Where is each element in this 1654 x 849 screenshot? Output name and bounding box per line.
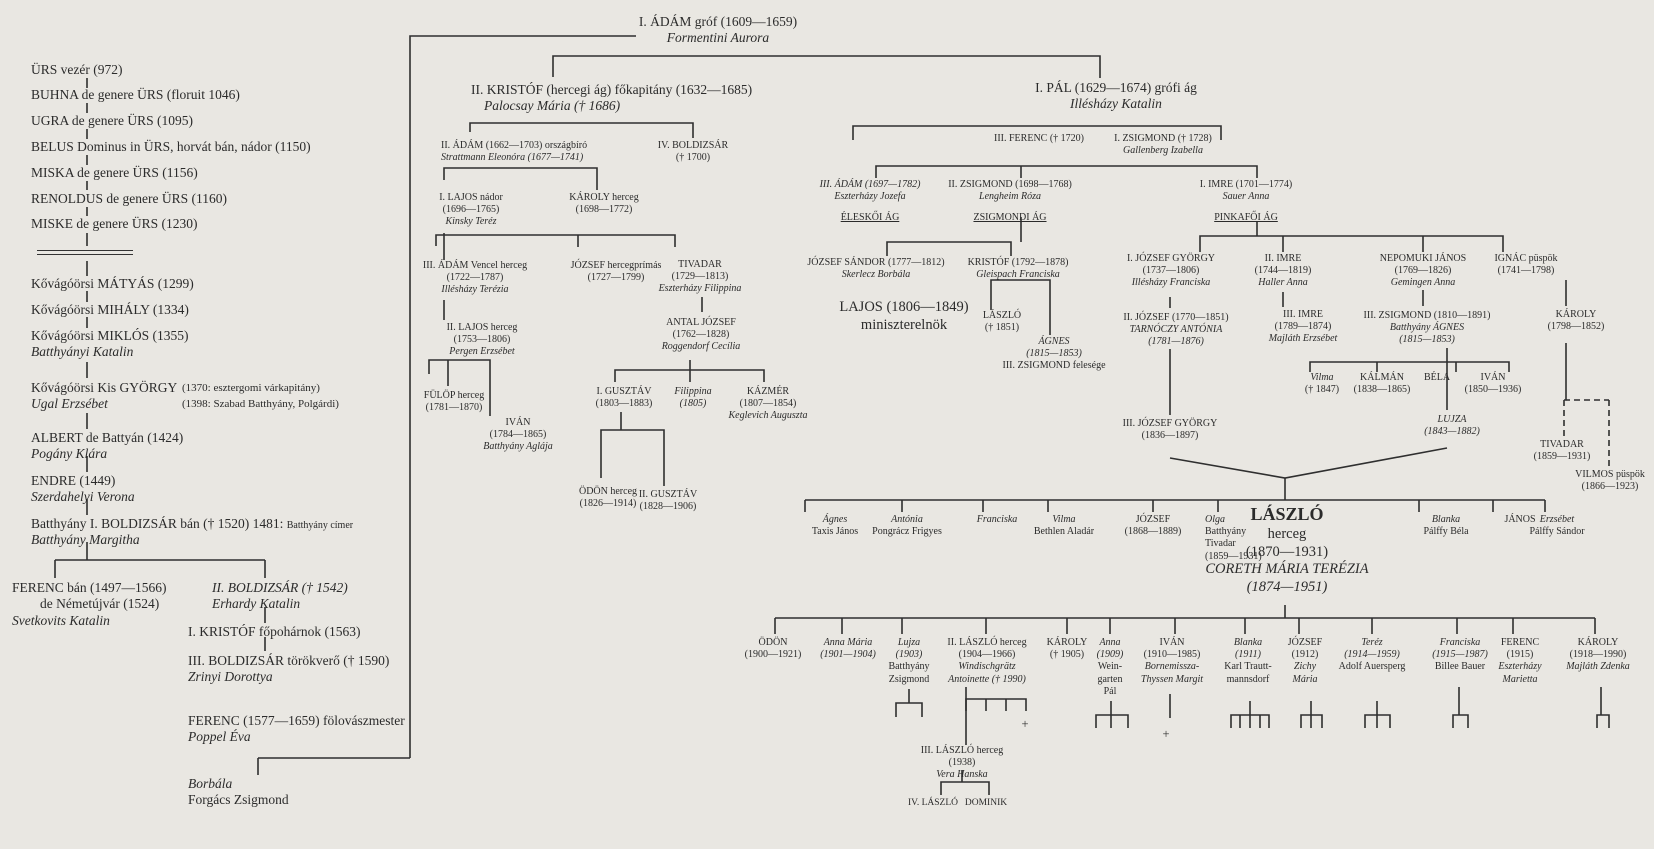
ignac-dates: (1741—1798) (1497, 265, 1555, 277)
antal-name: ANTAL JÓZSEF (666, 317, 736, 328)
ferenc-ban-name: FERENC bán (1497—1566) (12, 580, 167, 595)
imre-2-dates: (1744—1819) (1254, 265, 1312, 277)
jozsef-2-spouse-dates: (1781—1876) (1148, 336, 1204, 348)
node-jozsef-4 (1288, 637, 1322, 686)
node-filippina (674, 386, 711, 410)
adam-3b-spouse: Eszterházy Jozefa (834, 191, 906, 203)
laszlo-main-dates: (1870—1931) (1245, 543, 1329, 560)
miklos-name: Kővágóörsi MIKLÓS (1355) (31, 328, 189, 343)
karoly-4-dates: (1918—1990) (1569, 649, 1627, 661)
node-lajos-miniszterelnok (839, 299, 968, 334)
node-gusztav-2 (639, 489, 697, 513)
franciska-2-dates: (1915—1987) (1432, 649, 1488, 661)
node-jozsef-gyorgy-1 (1127, 253, 1215, 290)
laszlo-2-spouse-1: Windischgrätz (958, 661, 1016, 673)
node-laszlo-herceg-main (1205, 504, 1368, 597)
node-kristof-2 (471, 82, 752, 115)
node-agnes-2 (812, 514, 858, 538)
node-boldizsar-3 (188, 653, 389, 686)
node-zsigmond-2 (948, 179, 1072, 225)
olga-spouse-1: Batthyány (1205, 526, 1247, 538)
node-gusztav-1 (596, 386, 653, 410)
blanka-1-name: Blanka (1431, 514, 1461, 525)
node-ferenc-3: III. FERENC († 1720) (994, 133, 1084, 144)
karoly-herceg-name: KÁROLY herceg (569, 192, 639, 203)
anna-spouse-1: Wein- (1097, 661, 1123, 673)
endre-spouse: Szerdahelyi Verona (31, 489, 135, 505)
jozsef-sandor-name: JÓZSEF SÁNDOR (1777—1812) (807, 257, 945, 268)
zsigmond-3-spouse-dates: (1815—1853) (1399, 334, 1455, 346)
tivadar-2-dates: (1859—1931) (1533, 451, 1591, 463)
jozsef-gy1-name: I. JÓZSEF GYÖRGY (1126, 253, 1216, 264)
node-gyorgy (31, 380, 177, 413)
lujza-2-spouse-2: Zsigmond (888, 673, 930, 685)
ferenc-4-spouse-2: Marietta (1502, 673, 1538, 685)
jozsef-3-dates: (1868—1889) (1124, 526, 1182, 538)
jozsef-gy3-dates: (1836—1897) (1141, 430, 1199, 442)
blanka-2-spouse-2: mannsdorf (1226, 673, 1270, 685)
vilmos-name: VILMOS püspök (1575, 469, 1645, 480)
jozsef-4-spouse-1: Zichy (1293, 661, 1317, 673)
terez-spouse: Adolf Auersperg (1338, 661, 1406, 673)
gusztav-1-dates: (1803—1883) (595, 398, 653, 410)
jozsef-3-name: JÓZSEF (1135, 514, 1171, 525)
node-ignac (1494, 253, 1557, 277)
anna-maria-dates: (1901—1904) (820, 649, 876, 661)
adam-grof-spouse: Formentini Aurora (666, 30, 770, 46)
laszlo-1-name: LÁSZLÓ (982, 310, 1022, 321)
node-erzsebet (1529, 514, 1584, 538)
node-zsigmond-3 (1364, 310, 1491, 347)
anna-spouse-3: Pál (1103, 685, 1117, 697)
node-ivan-2 (1465, 372, 1522, 396)
jozsef-sandor-spouse: Skerlecz Borbála (841, 269, 911, 281)
odon-herceg-name: ÖDÖN herceg (578, 486, 638, 497)
olga-spouse-dates: (1859—1931) (1205, 550, 1262, 562)
node-laszlo-2 (947, 637, 1026, 686)
node-ferenc-fo (188, 713, 405, 746)
node-buhna: BUHNA de genere ÜRS (floruit 1046) (31, 87, 240, 102)
lujza-2-name: Lujza (897, 637, 921, 648)
label-zsigmondi-ag: ZSIGMONDI ÁG (973, 212, 1047, 224)
imre-1-name: I. IMRE (1701—1774) (1199, 179, 1293, 190)
kazmer-name: KÁZMÉR (746, 386, 790, 397)
vilma-2-name: Vilma (1052, 514, 1076, 525)
ivan-2-name: IVÁN (1480, 372, 1506, 383)
imre-2-name: II. IMRE (1264, 253, 1302, 264)
boldizsar-1-spouse: Batthyány Margitha (31, 532, 140, 548)
jozsef-gy3-name: III. JÓZSEF GYÖRGY (1122, 418, 1218, 429)
vilmos-dates: (1866—1923) (1581, 481, 1639, 493)
adam-3b-name: III. ÁDÁM (1697—1782) (819, 179, 921, 190)
laszlo-1-dates: († 1851) (984, 322, 1020, 334)
antonia-spouse: Pongrácz Frigyes (872, 526, 942, 538)
franciska-1-name: Franciska (976, 514, 1018, 525)
boldizsar-2-spouse: Erhardy Katalin (212, 596, 301, 612)
tivadar-1-spouse: Eszterházy Filippina (658, 283, 742, 295)
adam-3-dates: (1722—1787) (446, 272, 504, 284)
gyorgy-note-1: (1370: esztergomi várkapitány) (182, 382, 320, 394)
label-eleskoi-ag: ÉLESKŐI ÁG (840, 212, 900, 224)
lajos-2-name: II. LAJOS herceg (446, 322, 518, 333)
tivadar-1-dates: (1729—1813) (671, 271, 729, 283)
laszlo-2-spouse-2: Antoinette († 1990) (948, 673, 1026, 685)
laszlo-main-name: LÁSZLÓ (1250, 504, 1324, 524)
boldizsar-2-name: II. BOLDIZSÁR († 1542) (212, 580, 348, 595)
terez-name: Teréz (1361, 637, 1383, 648)
blanka-1-spouse: Pálffy Béla (1423, 526, 1469, 538)
kristof-3-spouse: Gleispach Franciska (976, 269, 1060, 281)
gusztav-2-dates: (1828—1906) (639, 501, 697, 513)
filippina-name: Filippina (674, 386, 712, 397)
node-antonia (872, 514, 942, 538)
node-karoly-herceg (569, 192, 638, 216)
olga-name: Olga (1205, 514, 1225, 525)
node-blanka-1 (1423, 514, 1468, 538)
nepomuki-spouse: Gemingen Anna (1390, 277, 1456, 289)
antal-dates: (1762—1828) (672, 329, 730, 341)
erzsebet-spouse: Pálffy Sándor (1529, 526, 1585, 538)
node-terez (1339, 637, 1406, 674)
node-odon-herceg (579, 486, 637, 510)
laszlo-2-name: II. LÁSZLÓ herceg (947, 637, 1027, 648)
imre-2-spouse: Haller Anna (1258, 277, 1308, 289)
ferenc-4-name: FERENC (1500, 637, 1540, 648)
node-boldizsar-2 (212, 580, 348, 613)
albert-spouse: Pogány Klára (31, 446, 108, 462)
jozsef-gy1-dates: (1737—1806) (1142, 265, 1200, 277)
node-adam-grof (639, 14, 797, 47)
ivan-1-dates: (1784—1865) (489, 429, 547, 441)
zsigmond-1-name: I. ZSIGMOND († 1728) (1114, 133, 1212, 144)
ivan-1-name: IVÁN (505, 417, 531, 428)
node-kristof-3 (968, 257, 1069, 281)
karoly-4-spouse: Majláth Zdenka (1566, 661, 1630, 673)
lujza-1-name: LUJZA (1437, 414, 1467, 425)
ivan-2-dates: (1850—1936) (1464, 384, 1522, 396)
laszlo-3-spouse: Vera Hanska (936, 769, 988, 781)
node-lajos-1 (439, 192, 503, 229)
node-ugra: UGRA de genere ÜRS (1095) (31, 113, 193, 128)
ferenc-fo-spouse: Poppel Éva (188, 729, 251, 745)
node-laszlo-3 (921, 745, 1003, 782)
odon-name: ÖDÖN (758, 637, 788, 648)
vilma-1-name: Vilma (1310, 372, 1334, 383)
node-laszlo-4: IV. LÁSZLÓ (908, 798, 958, 808)
fulop-dates: (1781—1870) (425, 402, 483, 414)
node-ferenc-4 (1498, 637, 1541, 686)
node-zsigmond-1 (1114, 133, 1212, 157)
boldizsar-3-name: III. BOLDIZSÁR törökverő († 1590) (188, 653, 390, 668)
karoly-4-name: KÁROLY (1577, 637, 1619, 648)
node-imre-2 (1255, 253, 1312, 290)
blanka-2-spouse-1: Karl Trautt- (1224, 661, 1272, 673)
node-blanka-2 (1224, 637, 1272, 686)
gusztav-1-name: I. GUSZTÁV (596, 386, 652, 397)
plus-marker-2: + (1162, 727, 1170, 741)
pal-name: I. PÁL (1629—1674) grófi ág (1035, 80, 1197, 95)
node-lujza-2 (888, 637, 929, 686)
node-adam-2 (441, 140, 587, 164)
gusztav-2-name: II. GUSZTÁV (638, 489, 698, 500)
node-dominik: DOMINIK (964, 798, 1008, 808)
tivadar-2-name: TIVADAR (1540, 439, 1584, 450)
jozsef-4-dates: (1912) (1291, 649, 1319, 661)
node-laszlo-1 (983, 310, 1021, 334)
miklos-spouse: Batthyányi Katalin (31, 344, 134, 360)
lujza-2-spouse-1: Batthyány (888, 661, 930, 673)
node-pal (1035, 80, 1197, 113)
laszlo-3-dates: (1938) (948, 757, 976, 769)
karoly-3-dates: († 1905) (1049, 649, 1085, 661)
node-jozsef-gyorgy-3 (1123, 418, 1218, 442)
ferenc-4-spouse-1: Eszterházy (1498, 661, 1542, 673)
borbala-name: Borbála (188, 776, 233, 791)
antal-spouse: Roggendorf Cecília (661, 341, 741, 353)
gyorgy-note-2: (1398: Szabad Batthyány, Polgárdi) (182, 398, 339, 410)
node-adam-3 (423, 260, 527, 297)
erzsebet-name: Erzsébet (1539, 514, 1575, 525)
node-nepomuki-janos (1380, 253, 1466, 290)
node-anna (1097, 637, 1124, 698)
zsigmond-3-spouse: Batthyány ÁGNES (1389, 322, 1465, 334)
lajos-1-dates: (1696—1765) (442, 204, 500, 216)
agnes-1-name: ÁGNES (1038, 336, 1070, 347)
blanka-2-dates: (1911) (1235, 649, 1261, 661)
lajos-mp-name: LAJOS (1806—1849) (839, 299, 969, 315)
laszlo-main-spouse: CORETH MÁRIA TERÉZIA (1205, 561, 1369, 578)
node-imre-1 (1200, 179, 1293, 225)
lajos-1-name: I. LAJOS nádor (439, 192, 503, 203)
node-belus: BELUS Dominus in ÜRS, horvát bán, nádor (1150) (31, 139, 311, 154)
node-ferenc-ban (12, 580, 167, 629)
adam-3-name: III. ÁDÁM Vencel herceg (422, 260, 528, 271)
antonia-name: Antónia (891, 514, 923, 525)
kazmer-dates: (1807—1854) (739, 398, 797, 410)
jozsef-2-spouse: TARNÓCZY ANTÓNIA (1129, 324, 1223, 336)
karoly-herceg-dates: (1698—1772) (575, 204, 633, 216)
lajos-mp-title: miniszterelnök (860, 316, 948, 333)
boldizsar-4-name: IV. BOLDIZSÁR (657, 140, 729, 151)
adam-grof-name: I. ÁDÁM gróf (1609—1659) (638, 14, 798, 29)
node-fulop (424, 390, 484, 414)
kristof-2-name: II. KRISTÓF (hercegi ág) főkapitány (1632—1685) (471, 82, 753, 97)
boldizsar-4-dates: († 1700) (675, 152, 711, 164)
laszlo-main-spouse-dates: (1874—1951) (1246, 579, 1328, 596)
node-borbala (188, 776, 289, 809)
lajos-1-spouse: Kinsky Teréz (445, 216, 497, 228)
node-franciska-1 (977, 514, 1018, 526)
karoly-2-name: KÁROLY (1555, 309, 1597, 320)
node-boldizsar-1 (31, 516, 353, 549)
node-matyas: Kővágóörsi MÁTYÁS (1299) (31, 276, 194, 291)
vilma-2-spouse: Bethlen Aladár (1033, 526, 1095, 538)
node-ivan-1 (483, 417, 553, 454)
laszlo-2-dates: (1904—1966) (958, 649, 1016, 661)
adam-2-spouse: Strattmann Eleonóra (1677—1741) (441, 152, 584, 164)
node-agnes-1 (1002, 336, 1105, 373)
node-jozsef-sandor (807, 257, 944, 281)
jozsef-2-name: II. JÓZSEF (1770—1851) (1123, 312, 1229, 323)
karoly-3-name: KÁROLY (1046, 637, 1088, 648)
ignac-name: IGNÁC püspök (1494, 253, 1558, 264)
olga-spouse-2: Tivadar (1205, 538, 1236, 550)
pal-spouse: Illésházy Katalin (1070, 96, 1162, 112)
boldizsar-1-line (31, 516, 353, 532)
gyorgy-name: Kővágóörsi Kis GYÖRGY (31, 380, 178, 395)
node-franciska-2 (1432, 637, 1488, 674)
imre-3-dates: (1789—1874) (1274, 321, 1332, 333)
boldizsar-1-note: Batthyány címer (286, 520, 354, 531)
node-karoly-4 (1566, 637, 1630, 674)
ferenc-ban-spouse: Svetkovits Katalin (12, 612, 110, 628)
odon-herceg-dates: (1826—1914) (579, 498, 637, 510)
node-miska: MISKA de genere ÜRS (1156) (31, 165, 198, 180)
nepomuki-name: NEPOMUKI JÁNOS (1379, 253, 1467, 264)
jozsef-4-spouse-2: Mária (1292, 673, 1318, 685)
imre-1-spouse: Sauer Anna (1222, 191, 1270, 203)
jozsef-4-name: JÓZSEF (1287, 637, 1323, 648)
anna-dates: (1909) (1096, 649, 1124, 661)
node-karoly-2 (1548, 309, 1605, 333)
node-endre (31, 473, 135, 506)
node-kalman (1354, 372, 1411, 396)
node-vilmos (1575, 469, 1645, 493)
plus-marker-1: + (1021, 717, 1029, 731)
blanka-2-name: Blanka (1233, 637, 1263, 648)
lujza-2-dates: (1903) (895, 649, 923, 661)
ferenc-fo-name: FERENC (1577—1659) fölovászmester (188, 713, 405, 728)
terez-dates: (1914—1959) (1344, 649, 1400, 661)
boldizsar-3-spouse: Zrinyi Dorottya (188, 669, 273, 685)
node-adam-3b (820, 179, 921, 225)
node-karoly-3 (1047, 637, 1088, 661)
lajos-2-dates: (1753—1806) (453, 334, 511, 346)
laszlo-3-name: III. LÁSZLÓ herceg (920, 745, 1004, 756)
borbala-spouse: Forgács Zsigmond (188, 792, 289, 808)
node-lajos-2 (447, 322, 518, 359)
kristof-2-spouse: Palocsay Mária († 1686) (484, 98, 621, 114)
karoly-2-dates: (1798—1852) (1547, 321, 1605, 333)
jozsef-gy1-spouse: Illésházy Franciska (1131, 277, 1211, 289)
node-miske: MISKE de genere ÜRS (1230) (31, 216, 198, 231)
kalman-dates: (1838—1865) (1353, 384, 1411, 396)
kazmer-spouse: Keglevich Auguszta (728, 410, 808, 422)
gap-divider (37, 250, 133, 255)
agnes-1-dates: (1815—1853) (1026, 348, 1082, 360)
ivan-3-name: IVÁN (1159, 637, 1185, 648)
anna-name: Anna (1099, 637, 1121, 648)
tivadar-1-name: TIVADAR (678, 259, 722, 270)
imre-3-name: III. IMRE (1282, 309, 1323, 320)
node-boldizsar-4 (658, 140, 728, 164)
node-lujza-1 (1424, 414, 1480, 438)
ivan-1-spouse: Batthyány Aglája (483, 441, 553, 453)
anna-spouse-2: garten (1097, 673, 1123, 685)
fulop-name: FÜLÖP herceg (423, 390, 485, 401)
ferenc-4-dates: (1915) (1506, 649, 1534, 661)
kalman-name: KÁLMÁN (1360, 372, 1404, 383)
vilma-1-dates: († 1847) (1304, 384, 1340, 396)
node-bela: BÉLA (1423, 372, 1451, 383)
ivan-3-spouse-1: Bornemissza- (1144, 661, 1200, 673)
node-kazmer (729, 386, 808, 423)
node-imre-3 (1269, 309, 1338, 346)
ivan-3-spouse-2: Thyssen Margit (1140, 673, 1204, 685)
node-jozsef-2 (1123, 312, 1228, 349)
node-kristof-1: I. KRISTÓF főpohárnok (1563) (188, 624, 361, 639)
laszlo-main-title: herceg (1267, 525, 1307, 542)
jozsef-hp-name: JÓZSEF hercegprímás (570, 260, 662, 271)
ferenc-ban-line2: de Németújvár (1524) (40, 596, 160, 612)
label-pinkafoi-ag: PINKAFŐI ÁG (1214, 212, 1278, 224)
lujza-1-dates: (1843—1882) (1424, 426, 1480, 438)
kristof-3-name: KRISTÓF (1792—1878) (967, 257, 1069, 268)
node-renoldus: RENOLDUS de genere ÜRS (1160) (31, 191, 227, 206)
odon-dates: (1900—1921) (744, 649, 802, 661)
node-vilma-1 (1305, 372, 1339, 396)
node-ivan-3 (1141, 637, 1203, 686)
agnes-2-spouse: Taxis János (811, 526, 859, 538)
filippina-dates: (1805) (679, 398, 707, 410)
agnes-2-name: Ágnes (822, 514, 848, 525)
franciska-2-spouse: Billee Bauer (1434, 661, 1486, 673)
node-albert (31, 430, 183, 463)
gyorgy-spouse: Ugal Erzsébet (31, 396, 108, 412)
lajos-2-spouse: Pergen Erzsébet (449, 346, 515, 358)
node-odon (745, 637, 802, 661)
anna-maria-name: Anna Mária (823, 637, 873, 648)
adam-3-spouse: Illésházy Terézia (441, 284, 509, 296)
node-janos: JÁNOS (1504, 514, 1536, 525)
zsigmond-3-name: III. ZSIGMOND (1810—1891) (1363, 310, 1491, 321)
node-tivadar-1 (659, 259, 742, 296)
node-vilma-2 (1034, 514, 1094, 538)
boldizsar-1-name: Batthyány I. BOLDIZSÁR bán († 1520) 1481: (31, 516, 284, 531)
adam-2-name: II. ÁDÁM (1662—1703) országbíró (441, 140, 588, 151)
node-miklos (31, 328, 189, 361)
albert-name: ALBERT de Battyán (1424) (31, 430, 184, 445)
zsigmond-2-spouse: Lengheim Róza (979, 191, 1041, 203)
node-antal-jozsef (662, 317, 741, 354)
node-jozsef-3 (1125, 514, 1182, 538)
imre-3-spouse: Majláth Erzsébet (1268, 333, 1338, 345)
zsigmond-2-name: II. ZSIGMOND (1698—1768) (948, 179, 1072, 190)
zsigmond-1-spouse: Gallenberg Izabella (1123, 145, 1203, 157)
node-anna-maria (820, 637, 876, 661)
node-jozsef-hercegprimas (571, 260, 662, 284)
nepomuki-dates: (1769—1826) (1394, 265, 1452, 277)
jozsef-hp-dates: (1727—1799) (587, 272, 645, 284)
ivan-3-dates: (1910—1985) (1143, 649, 1201, 661)
node-mihaly: Kővágóörsi MIHÁLY (1334) (31, 302, 189, 317)
franciska-2-name: Franciska (1439, 637, 1481, 648)
node-tivadar-2 (1534, 439, 1591, 463)
endre-name: ENDRE (1449) (31, 473, 116, 488)
agnes-1-note: III. ZSIGMOND felesége (1002, 360, 1106, 372)
node-urs-vezer: ÜRS vezér (972) (31, 62, 123, 77)
